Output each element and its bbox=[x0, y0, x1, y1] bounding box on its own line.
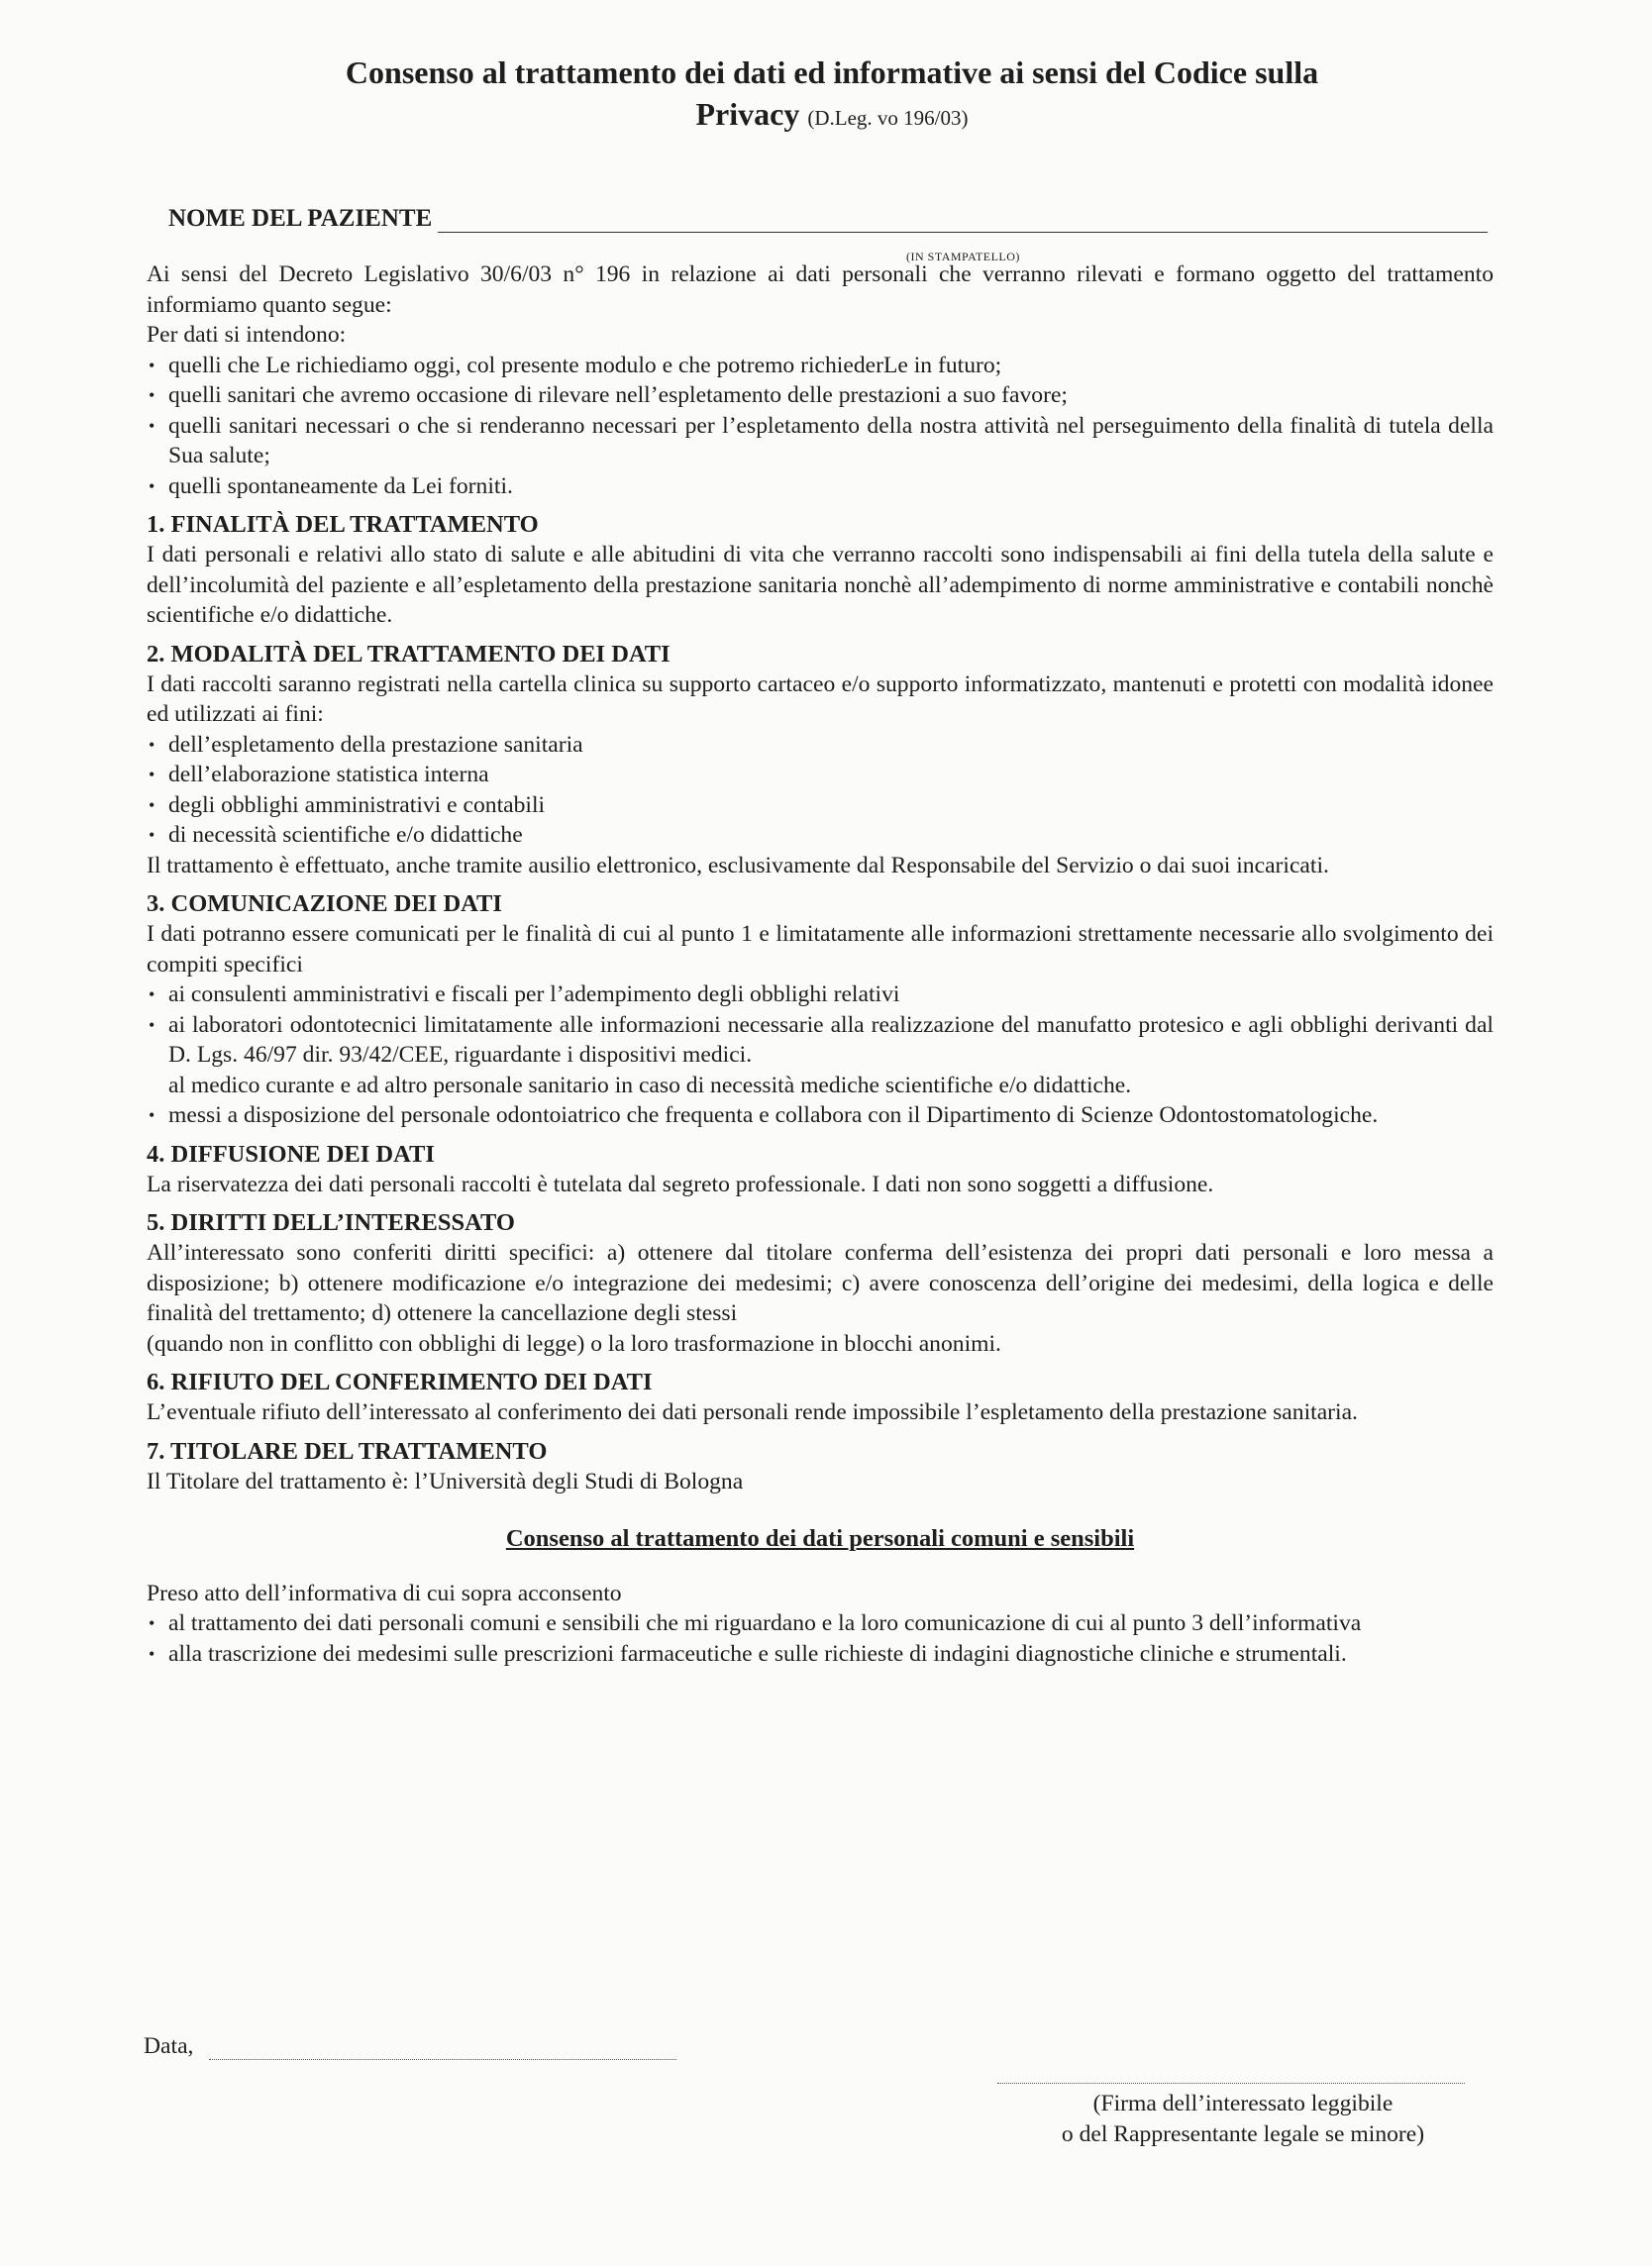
consent-lead: Preso atto dell’informativa di cui sopra acconsento bbox=[147, 1580, 622, 1606]
patient-name-label: NOME DEL PAZIENTE bbox=[168, 205, 433, 232]
signature-area bbox=[144, 2033, 1510, 2152]
consent-list bbox=[147, 1608, 1494, 1669]
patient-name-row bbox=[168, 204, 1488, 233]
section-text-diffusione: La riservatezza dei dati personali raccolti è tutelata dal segreto professionale. I dati non sono soggetti a diffusione. bbox=[147, 1171, 1214, 1197]
section-text-modalita: I dati raccolti saranno registrati nella cartella clinica su supporto cartaceo e/o supporto informatizzato, mantenuti e protetti con modalità idonee ed utilizzati ai fini: bbox=[147, 670, 1494, 727]
list-item: • dell’espletamento della prestazione sanitaria bbox=[147, 730, 1494, 761]
section-text-rifiuto: L’eventuale rifiuto dell’interessato al conferimento dei dati personali rende impossibile l’espletamento della prestazione sanitaria. bbox=[147, 1399, 1358, 1425]
document-title bbox=[178, 52, 1486, 139]
list-item: • quelli sanitari che avremo occasione di rilevare nell’espletamento delle prestazioni a suo favore; bbox=[147, 380, 1494, 411]
date-label: Data, bbox=[144, 2033, 194, 2059]
list-item: • quelli spontaneamente da Lei forniti. bbox=[147, 471, 1494, 502]
list-item: • degli obblighi amministrativi e contabili bbox=[147, 790, 1494, 821]
section-heading-titolare: 7. TITOLARE DEL TRATTAMENTO bbox=[147, 1437, 548, 1465]
title-line-1: Consenso al trattamento dei dati ed informative ai sensi del Codice sulla bbox=[345, 54, 1319, 90]
section-text-comunicazione: I dati potranno essere comunicati per le finalità di cui al punto 1 e limitatamente alle informazioni strettamente necessarie allo svolgimento dei compiti specifici bbox=[147, 921, 1494, 978]
signature-label bbox=[985, 2089, 1500, 2150]
title-line-2 bbox=[178, 93, 1486, 139]
section-heading-comunicazione: 3. COMUNICAZIONE DEI DATI bbox=[147, 890, 502, 917]
section-closing-modalita: Il trattamento è effettuato, anche tramite ausilio elettronico, esclusivamente dal Responsabile del Servizio o dai suoi incaricati. bbox=[147, 852, 1329, 878]
list-item: • alla trascrizione dei medesimi sulle prescrizioni farmaceutiche e sulle richieste di indagini diagnostiche cliniche e strumentali. bbox=[147, 1639, 1494, 1670]
list-item: • di necessità scientifiche e/o didattiche bbox=[147, 820, 1494, 851]
list-item: • al trattamento dei dati personali comuni e sensibili che mi riguardano e la loro comunicazione di cui al punto 3 dell’informativa bbox=[147, 1608, 1494, 1639]
title-privacy: Privacy bbox=[695, 96, 800, 132]
patient-name-field[interactable] bbox=[438, 204, 1488, 233]
section-heading-modalita: 2. MODALITÀ DEL TRATTAMENTO DEI DATI bbox=[147, 640, 671, 668]
modalita-list bbox=[147, 730, 1494, 851]
signature-label-line-1: (Firma dell’interessato leggibile bbox=[1092, 2091, 1394, 2116]
section-text-diritti: All’interessato sono conferiti diritti specifici: a) ottenere dal titolare conferma dell’esistenza dei propri dati personali e loro messa a disposizione; b) ottenere modificazione e/o integrazione dei medesimi; c) avere conoscenza dell’origine dei medesimi, della logica e delle finalità del trettamento; d) ottenere la cancellazione degli stessi bbox=[147, 1240, 1494, 1326]
data-types-list bbox=[147, 351, 1494, 502]
list-item: • ai consulenti amministrativi e fiscali per l’adempimento degli obblighi relativi bbox=[147, 979, 1494, 1010]
patient-name-hint: (IN STAMPATELLO) bbox=[906, 250, 1020, 263]
list-item: • quelli sanitari necessari o che si renderanno necessari per l’espletamento della nostra attività nel perseguimento della finalità di tutela della Sua salute; bbox=[147, 411, 1494, 471]
date-field[interactable] bbox=[209, 2059, 676, 2060]
document-body bbox=[147, 259, 1494, 1669]
consent-title: Consenso al trattamento dei dati personali comuni e sensibili bbox=[505, 1525, 1135, 1552]
comunicazione-list bbox=[147, 979, 1494, 1131]
section-heading-rifiuto: 6. RIFIUTO DEL CONFERIMENTO DEI DATI bbox=[147, 1369, 653, 1395]
title-law-reference: (D.Leg. vo 196/03) bbox=[807, 106, 969, 130]
intro-lead: Per dati si intendono: bbox=[147, 322, 347, 348]
section-heading-diritti: 5. DIRITTI DELL’INTERESSATO bbox=[147, 1209, 515, 1236]
list-item: • messi a disposizione del personale odontoiatrico che frequenta e collabora con il Dipartimento di Scienze Odontostomatologiche. bbox=[147, 1100, 1494, 1131]
section-text-diritti-2: (quando non in conflitto con obblighi di legge) o la loro trasformazione in blocchi anonimi. bbox=[147, 1330, 1001, 1357]
section-text-titolare: Il Titolare del trattamento è: l’Università degli Studi di Bologna bbox=[147, 1468, 744, 1494]
section-heading-finalita: 1. FINALITÀ DEL TRATTAMENTO bbox=[147, 511, 539, 538]
signature-field[interactable] bbox=[997, 2083, 1465, 2084]
section-text-finalita: I dati personali e relativi allo stato di salute e alle abitudini di vita che verranno raccolti sono indispensabili ai fini della tutela della salute e dell’incolumità del paziente e all’espletamento della prestazione sanitaria nonchè all’adempimento di norme amministrative e contabili nonchè scientifiche e/o didattiche. bbox=[147, 542, 1494, 628]
list-item-continuation: al medico curante e ad altro personale sanitario in caso di necessità mediche scientifiche e/o didattiche. bbox=[168, 1072, 1132, 1098]
list-item: • dell’elaborazione statistica interna bbox=[147, 760, 1494, 790]
signature-label-line-2: o del Rappresentante legale se minore) bbox=[1061, 2121, 1425, 2147]
list-item: • quelli che Le richiediamo oggi, col presente modulo e che potremo richiederLe in futuro; bbox=[147, 351, 1494, 381]
intro-text: Ai sensi del Decreto Legislativo 30/6/03 n° 196 in relazione ai dati personali che verranno rilevati e formano oggetto del trattamento informiamo quanto segue: bbox=[147, 261, 1494, 318]
section-heading-diffusione: 4. DIFFUSIONE DEI DATI bbox=[147, 1140, 435, 1168]
list-item: • ai laboratori odontotecnici limitatamente alle informazioni necessarie alla realizzazione del manufatto protesico e agli obblighi derivanti dal D. Lgs. 46/97 dir. 93/42/CEE, riguardante i dispositivi medici. bbox=[147, 1010, 1494, 1071]
